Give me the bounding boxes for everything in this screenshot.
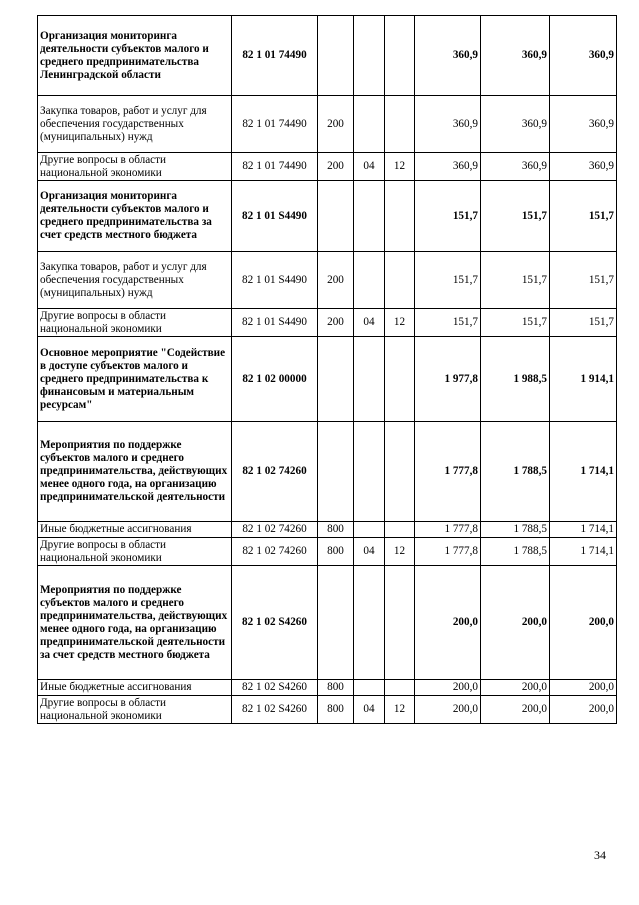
cell-amount-year3: 200,0 [550, 680, 617, 696]
table-row [38, 538, 617, 566]
cell-amount-year1: 1 777,8 [415, 538, 481, 566]
cell-target-code: 82 1 01 74490 [232, 96, 318, 153]
cell-amount-year1: 1 977,8 [415, 337, 481, 422]
cell-amount-year3: 360,9 [550, 16, 617, 96]
cell-section [354, 252, 385, 309]
cell-amount-year1: 360,9 [415, 16, 481, 96]
cell-section: 04 [354, 153, 385, 181]
cell-amount-year1: 200,0 [415, 696, 481, 724]
cell-target-code: 82 1 02 74260 [232, 538, 318, 566]
cell-amount-year3: 151,7 [550, 252, 617, 309]
cell-amount-year3: 1 914,1 [550, 337, 617, 422]
cell-amount-year3: 1 714,1 [550, 538, 617, 566]
cell-amount-year2: 200,0 [481, 696, 550, 724]
cell-section [354, 566, 385, 680]
table-row [38, 337, 617, 422]
cell-section [354, 422, 385, 522]
cell-name: Закупка товаров, работ и услуг для обеспечения государственных (муниципальных) нужд [38, 252, 232, 309]
cell-expense-type [318, 566, 354, 680]
cell-target-code: 82 1 01 S4490 [232, 181, 318, 252]
cell-name: Мероприятия по поддержке субъектов малого и среднего предпринимательства, действующих менее одного года, на организацию предпринимательской деятельности [38, 422, 232, 522]
cell-amount-year2: 151,7 [481, 181, 550, 252]
cell-name: Другие вопросы в области национальной экономики [38, 309, 232, 337]
cell-amount-year2: 151,7 [481, 252, 550, 309]
cell-amount-year2: 1 988,5 [481, 337, 550, 422]
cell-amount-year3: 1 714,1 [550, 422, 617, 522]
cell-section [354, 16, 385, 96]
cell-amount-year2: 1 788,5 [481, 538, 550, 566]
cell-amount-year2: 1 788,5 [481, 422, 550, 522]
cell-expense-type: 200 [318, 153, 354, 181]
table-body [38, 16, 617, 724]
cell-subsection [385, 522, 415, 538]
cell-amount-year1: 1 777,8 [415, 522, 481, 538]
table-row [38, 96, 617, 153]
cell-amount-year1: 360,9 [415, 96, 481, 153]
cell-expense-type [318, 422, 354, 522]
cell-amount-year3: 1 714,1 [550, 522, 617, 538]
cell-target-code: 82 1 02 74260 [232, 522, 318, 538]
table-row [38, 252, 617, 309]
table-row [38, 181, 617, 252]
cell-amount-year3: 200,0 [550, 696, 617, 724]
cell-expense-type: 200 [318, 96, 354, 153]
cell-expense-type: 800 [318, 696, 354, 724]
cell-amount-year2: 1 788,5 [481, 522, 550, 538]
cell-subsection [385, 566, 415, 680]
cell-expense-type [318, 181, 354, 252]
cell-subsection [385, 16, 415, 96]
table-row [38, 309, 617, 337]
cell-name: Иные бюджетные ассигнования [38, 522, 232, 538]
cell-name: Мероприятия по поддержке субъектов малого и среднего предпринимательства, действующих менее одного года, на организацию предпринимательской деятельности за счет средств местного бюджета [38, 566, 232, 680]
cell-name: Закупка товаров, работ и услуг для обеспечения государственных (муниципальных) нужд [38, 96, 232, 153]
cell-expense-type: 200 [318, 309, 354, 337]
cell-subsection: 12 [385, 309, 415, 337]
cell-amount-year1: 360,9 [415, 153, 481, 181]
cell-expense-type: 200 [318, 252, 354, 309]
cell-expense-type: 800 [318, 680, 354, 696]
cell-section: 04 [354, 309, 385, 337]
table-row [38, 522, 617, 538]
cell-section: 04 [354, 538, 385, 566]
cell-name: Иные бюджетные ассигнования [38, 680, 232, 696]
cell-name: Другие вопросы в области национальной экономики [38, 153, 232, 181]
table-row [38, 680, 617, 696]
cell-subsection [385, 252, 415, 309]
cell-amount-year3: 360,9 [550, 153, 617, 181]
cell-amount-year1: 151,7 [415, 252, 481, 309]
cell-amount-year3: 360,9 [550, 96, 617, 153]
cell-amount-year2: 360,9 [481, 16, 550, 96]
cell-subsection [385, 96, 415, 153]
cell-target-code: 82 1 02 00000 [232, 337, 318, 422]
table-row [38, 566, 617, 680]
cell-target-code: 82 1 02 S4260 [232, 680, 318, 696]
cell-subsection [385, 680, 415, 696]
cell-amount-year1: 200,0 [415, 566, 481, 680]
table-row [38, 422, 617, 522]
cell-amount-year3: 200,0 [550, 566, 617, 680]
cell-expense-type [318, 16, 354, 96]
cell-target-code: 82 1 02 74260 [232, 422, 318, 522]
budget-table [37, 15, 617, 724]
cell-name: Другие вопросы в области национальной экономики [38, 696, 232, 724]
cell-expense-type [318, 337, 354, 422]
cell-name: Другие вопросы в области национальной экономики [38, 538, 232, 566]
table-row [38, 696, 617, 724]
cell-section: 04 [354, 696, 385, 724]
cell-target-code: 82 1 01 74490 [232, 16, 318, 96]
cell-amount-year1: 1 777,8 [415, 422, 481, 522]
cell-subsection: 12 [385, 538, 415, 566]
cell-amount-year1: 151,7 [415, 309, 481, 337]
cell-subsection: 12 [385, 153, 415, 181]
cell-amount-year2: 360,9 [481, 96, 550, 153]
cell-amount-year2: 200,0 [481, 566, 550, 680]
cell-expense-type: 800 [318, 538, 354, 566]
cell-amount-year2: 151,7 [481, 309, 550, 337]
cell-section [354, 96, 385, 153]
cell-expense-type: 800 [318, 522, 354, 538]
cell-name: Организация мониторинга деятельности субъектов малого и среднего предпринимательства за счет средств местного бюджета [38, 181, 232, 252]
cell-target-code: 82 1 02 S4260 [232, 566, 318, 680]
cell-name: Основное мероприятие "Содействие в доступе субъектов малого и среднего предпринимательства к финансовым и материальным ресурсам" [38, 337, 232, 422]
cell-target-code: 82 1 01 S4490 [232, 252, 318, 309]
cell-amount-year2: 360,9 [481, 153, 550, 181]
cell-target-code: 82 1 01 74490 [232, 153, 318, 181]
cell-amount-year2: 200,0 [481, 680, 550, 696]
cell-subsection [385, 337, 415, 422]
cell-target-code: 82 1 02 S4260 [232, 696, 318, 724]
cell-amount-year3: 151,7 [550, 181, 617, 252]
cell-section [354, 522, 385, 538]
cell-subsection [385, 181, 415, 252]
table-row [38, 16, 617, 96]
cell-section [354, 337, 385, 422]
cell-amount-year1: 151,7 [415, 181, 481, 252]
cell-target-code: 82 1 01 S4490 [232, 309, 318, 337]
cell-subsection [385, 422, 415, 522]
cell-amount-year1: 200,0 [415, 680, 481, 696]
cell-section [354, 181, 385, 252]
cell-amount-year3: 151,7 [550, 309, 617, 337]
page-number: 34 [594, 848, 606, 862]
table-row [38, 153, 617, 181]
cell-name: Организация мониторинга деятельности субъектов малого и среднего предпринимательства Ленинградской области [38, 16, 232, 96]
cell-section [354, 680, 385, 696]
cell-subsection: 12 [385, 696, 415, 724]
